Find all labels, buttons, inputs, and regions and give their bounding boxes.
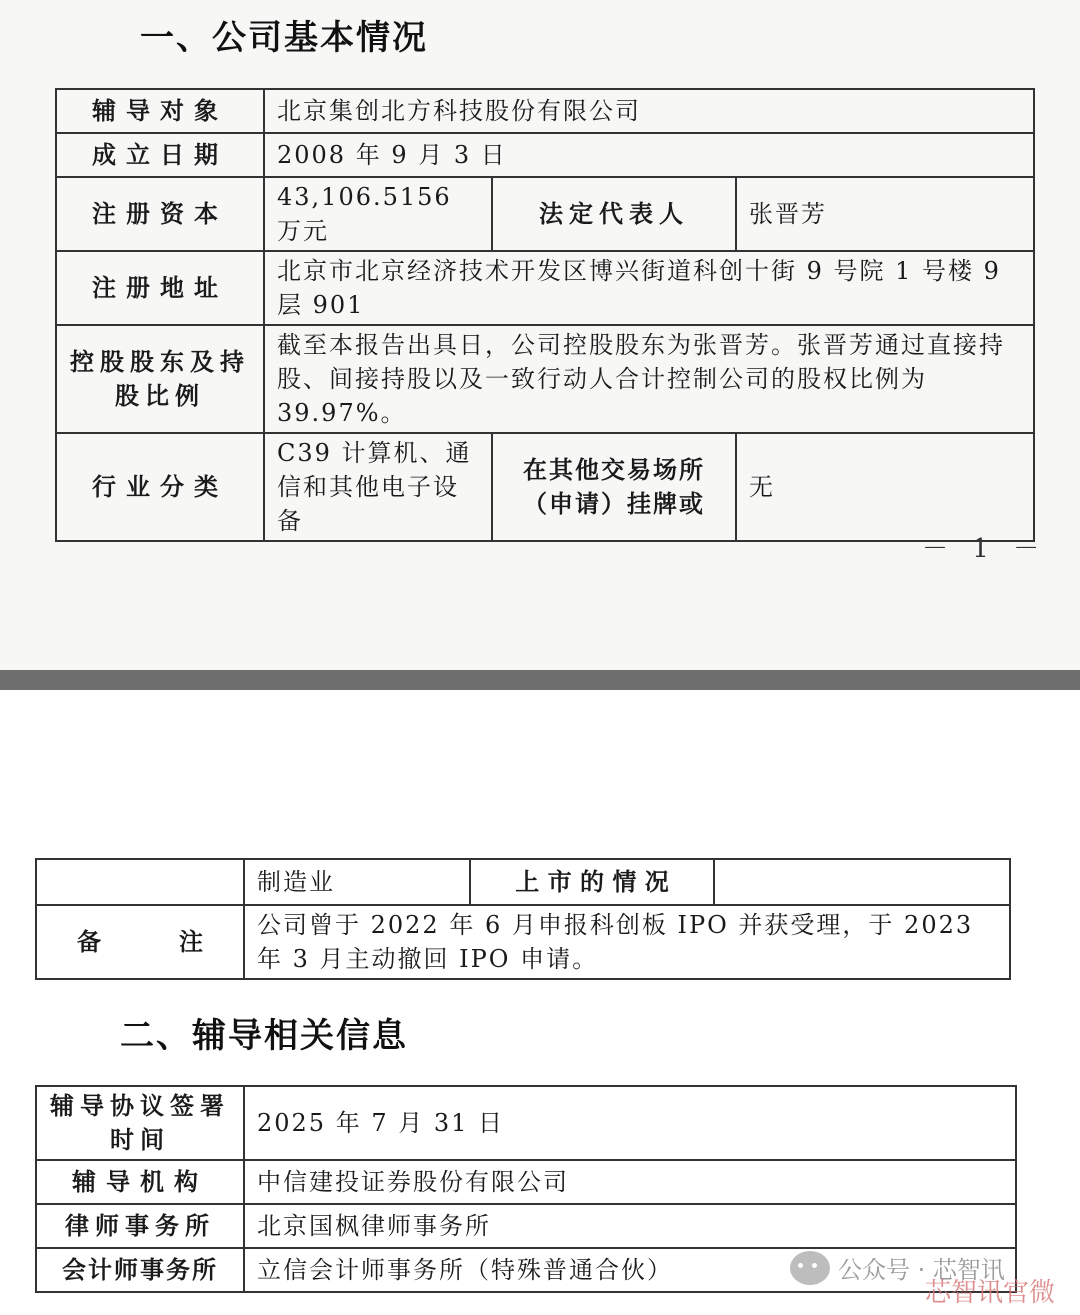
listing-value: 无 [736,433,1034,541]
agreement-label: 辅导协议签署时间 [36,1086,244,1160]
institution-value: 中信建投证券股份有限公司 [244,1160,1016,1204]
table-row [36,1086,1016,1160]
remarks-label-left: 备 [77,928,101,956]
remarks-label [36,905,244,979]
target-value: 北京集创北方科技股份有限公司 [264,89,1034,133]
watermark-text: 公众号 · 芯智讯 [838,1256,1005,1284]
legal-rep-label: 法定代表人 [492,177,736,251]
weibo-watermark: 芯智讯官微 [925,1278,1056,1308]
listing-label-part1: 在其他交易场所（申请）挂牌或 [492,433,736,541]
address-label: 注册地址 [56,251,264,325]
table-row [36,859,1010,905]
founded-label: 成立日期 [56,133,264,177]
empty-value-cell [714,859,1010,905]
wechat-icon [790,1251,830,1285]
address-value: 北京市北京经济技术开发区博兴街道科创十街 9 号院 1 号楼 9 层 901 [264,251,1034,325]
controller-label: 控股股东及持股比例 [56,325,264,433]
table-row [36,905,1010,979]
table-row [36,1160,1016,1204]
section-2-heading: 二、辅导相关信息 [120,1016,408,1056]
capital-value: 43,106.5156 万元 [264,177,492,251]
remarks-label-right: 注 [179,928,203,956]
section-1-heading: 一、公司基本情况 [140,18,428,58]
table-row [56,89,1034,133]
industry-value-part1: C39 计算机、通信和其他电子设备 [264,433,492,541]
target-label: 辅导对象 [56,89,264,133]
industry-label: 行业分类 [56,433,264,541]
table-row [56,133,1034,177]
law-firm-value: 北京国枫律师事务所 [244,1204,1016,1248]
table-row [56,325,1034,433]
controller-value: 截至本报告出具日，公司控股股东为张晋芳。张晋芳通过直接持股、间接持股以及一致行动人合计控制公司的股权比例为 39.97%。 [264,325,1034,433]
accounting-value: 立信会计师事务所（特殊普通合伙） [244,1248,1016,1292]
listing-label-part2: 上 市 的 情 况 [470,859,714,905]
table-row [56,177,1034,251]
capital-label: 注册资本 [56,177,264,251]
company-info-table-continued [35,858,1011,980]
empty-label-cell [36,859,244,905]
remarks-value: 公司曾于 2022 年 6 月申报科创板 IPO 并获受理，于 2023 年 3 月主动撤回 IPO 申请。 [244,905,1010,979]
legal-rep-value: 张晋芳 [736,177,1034,251]
page-number: － 1 － [922,534,1048,564]
table-row [36,1204,1016,1248]
agreement-value: 2025 年 7 月 31 日 [244,1086,1016,1160]
law-firm-label: 律师事务所 [36,1204,244,1248]
industry-value-part2: 制造业 [244,859,470,905]
table-row [56,433,1034,541]
founded-value: 2008 年 9 月 3 日 [264,133,1034,177]
company-info-table [55,88,1035,542]
page-divider [0,670,1080,690]
institution-label: 辅导机构 [36,1160,244,1204]
table-row [56,251,1034,325]
accounting-label: 会计师事务所 [36,1248,244,1292]
